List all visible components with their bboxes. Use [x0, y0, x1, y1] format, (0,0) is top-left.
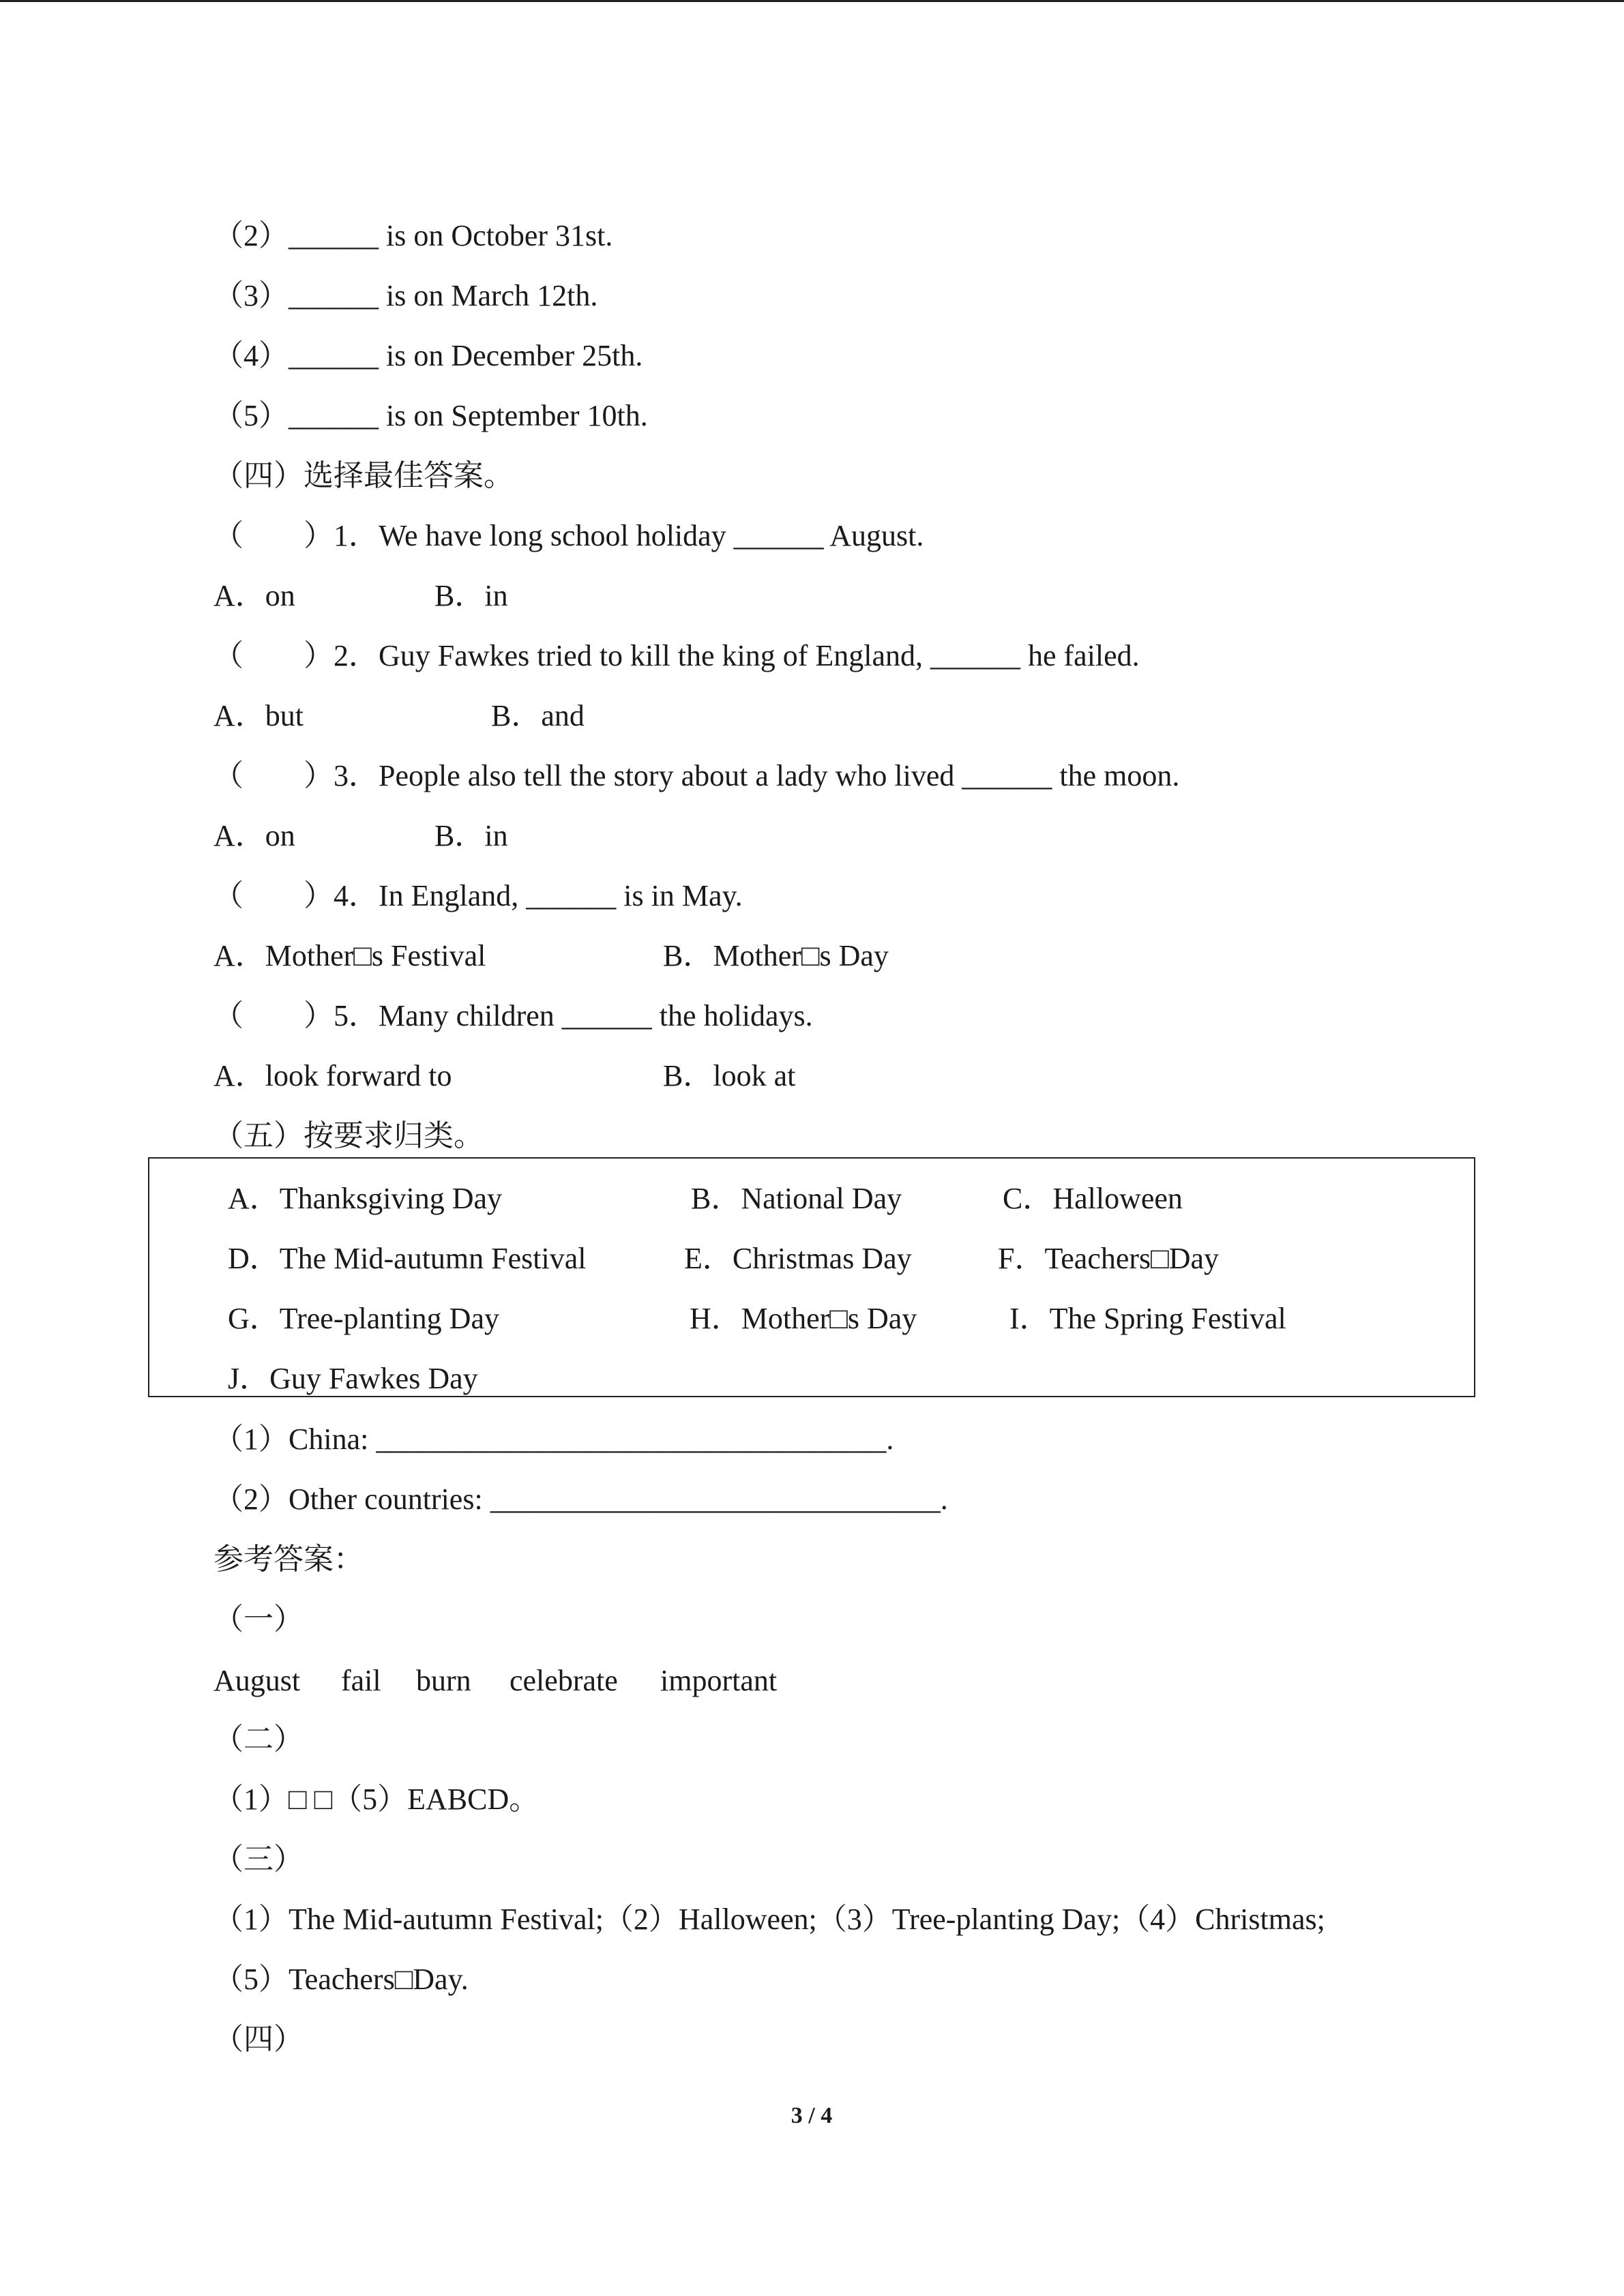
answers-part-3-line-2: （5）Teachers□Day. — [213, 1963, 469, 1996]
section-5-heading: （五）按要求归类。 — [213, 1119, 484, 1152]
answer-word-1: August — [213, 1664, 301, 1697]
box-item-g: G．Tree-planting Day — [228, 1302, 499, 1335]
answer-word-5: important — [660, 1664, 778, 1697]
fill-blank-item-4: （4）______ is on December 25th. — [213, 339, 643, 372]
box-item-h: H．Mother□s Day — [690, 1302, 917, 1335]
question-3-option-a: A．on — [213, 819, 295, 852]
question-5-option-a: A．look forward to — [213, 1059, 452, 1092]
fill-blank-item-2: （2）______ is on October 31st. — [213, 219, 613, 252]
question-2-stem: （ ）2．Guy Fawkes tried to kill the king of England, ______ he failed. — [213, 639, 1140, 672]
question-5-option-b: B．look at — [663, 1059, 796, 1092]
question-2-option-b: B．and — [491, 699, 585, 732]
answers-part-4-heading: （四） — [213, 2023, 304, 2056]
question-3-option-b: B．in — [434, 819, 508, 852]
question-4-option-a: A．Mother□s Festival — [213, 939, 486, 972]
box-item-i: I．The Spring Festival — [1009, 1302, 1286, 1335]
question-2-option-a: A．but — [213, 699, 304, 732]
box-item-b: B．National Day — [691, 1182, 902, 1215]
fill-blank-item-5: （5）______ is on September 10th. — [213, 399, 648, 432]
answers-part-2-text: （1）□ □（5）EABCD。 — [213, 1783, 540, 1816]
box-item-j: J．Guy Fawkes Day — [228, 1362, 478, 1395]
page-number: 3 / 4 — [791, 2103, 833, 2128]
classify-other-countries: （2）Other countries: ______________________________. — [213, 1482, 948, 1516]
box-item-c: C．Halloween — [1003, 1182, 1183, 1215]
question-5-stem: （ ）5．Many children ______ the holidays. — [213, 999, 813, 1032]
answers-part-2-heading: （二） — [213, 1723, 304, 1756]
answer-word-2: fail — [341, 1664, 381, 1697]
answers-title: 参考答案： — [213, 1542, 364, 1576]
answer-word-3: burn — [416, 1664, 471, 1697]
classify-china: （1）China: __________________________________. — [213, 1422, 894, 1456]
section-4-heading: （四）选择最佳答案。 — [213, 459, 514, 492]
box-item-e: E．Christmas Day — [684, 1242, 912, 1275]
question-1-option-b: B．in — [434, 579, 508, 612]
answers-part-1-heading: （一） — [213, 1602, 304, 1636]
question-4-option-b: B．Mother□s Day — [663, 939, 889, 972]
box-item-f: F．Teachers□Day — [998, 1242, 1220, 1275]
top-border — [0, 0, 1624, 2]
box-item-d: D．The Mid-autumn Festival — [228, 1242, 587, 1275]
question-4-stem: （ ）4．In England, ______ is in May. — [213, 879, 743, 912]
answers-part-3-heading: （三） — [213, 1843, 304, 1876]
question-1-stem: （ ）1．We have long school holiday ______ August. — [213, 519, 924, 552]
answers-part-3-line-1: （1）The Mid-autumn Festival;（2）Halloween;（3）Tree-planting Day;（4）Christmas; — [213, 1903, 1325, 1936]
answer-word-4: celebrate — [510, 1664, 618, 1697]
question-3-stem: （ ）3．People also tell the story about a lady who lived ______ the moon. — [213, 759, 1180, 792]
box-item-a: A．Thanksgiving Day — [228, 1182, 503, 1215]
fill-blank-item-3: （3）______ is on March 12th. — [213, 279, 598, 312]
question-1-option-a: A．on — [213, 579, 295, 612]
